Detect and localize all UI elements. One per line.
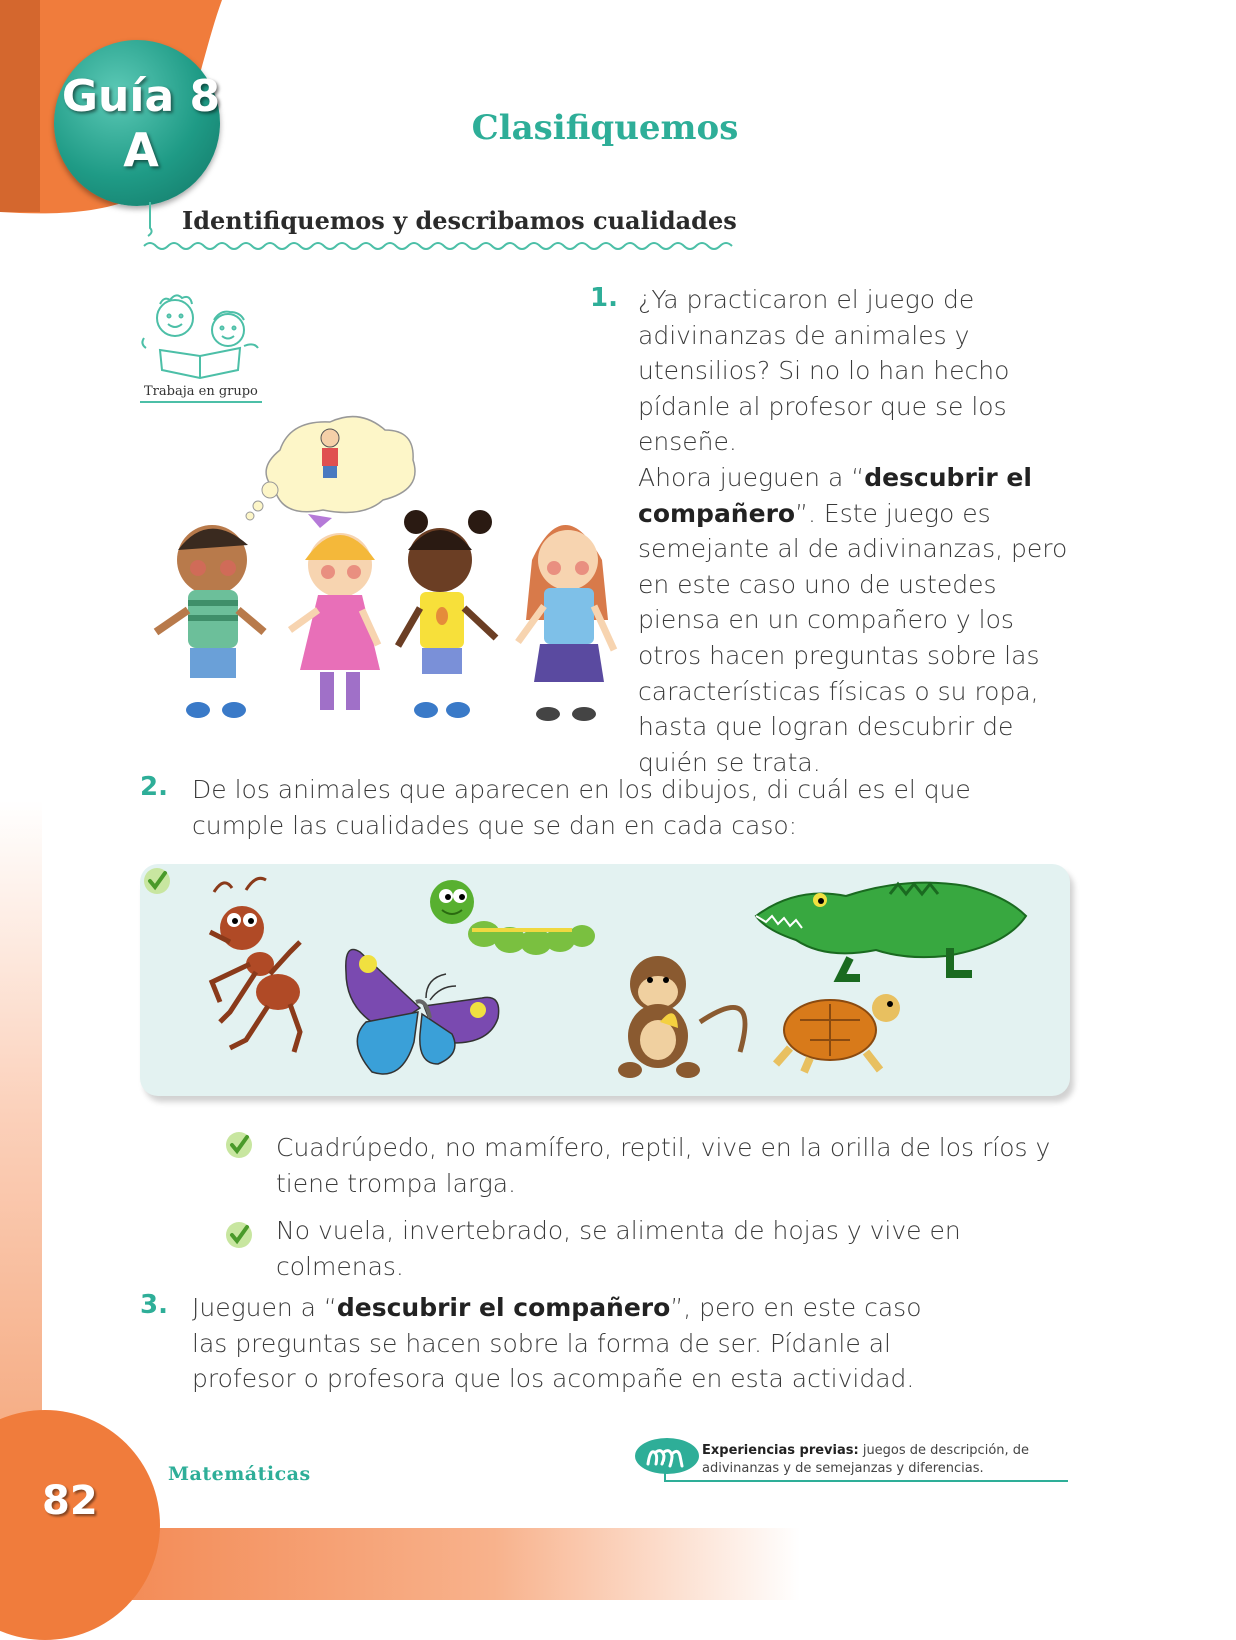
game-name-bold: descubrir el compañero xyxy=(336,1293,671,1322)
ant-icon xyxy=(210,878,300,1052)
prev-experiences-underline xyxy=(664,1480,1068,1482)
girl-yellow-shirt-figure xyxy=(398,510,496,718)
prev-experiences-divider xyxy=(664,1462,666,1482)
girl-blue-shirt-figure xyxy=(518,525,614,721)
thought-bubble xyxy=(246,417,415,520)
group-work-label: Trabaja en grupo xyxy=(144,384,258,399)
group-work-underline xyxy=(140,401,262,403)
group-work-icon xyxy=(140,290,265,385)
guide-letter: A xyxy=(123,123,159,177)
monkey-icon xyxy=(618,956,745,1078)
girl-pink-dress-figure xyxy=(290,514,380,710)
question-2-number: 2. xyxy=(140,772,168,802)
question-1-text: ¿Ya practicaron el juego de adivinanzas de animales y utensilios? Si no lo han hecho pídanle al profesor que se los enseñe. xyxy=(638,285,1010,457)
check-icon xyxy=(142,866,172,896)
game-name-bold: descubrir el compañero xyxy=(638,463,1032,528)
guide-number: Guía 8 xyxy=(61,71,221,122)
caterpillar-icon xyxy=(430,880,595,955)
check-icon xyxy=(224,1130,254,1160)
bottom-edge-gradient xyxy=(120,1528,800,1600)
question-3-number: 3. xyxy=(140,1290,168,1320)
question-1-number: 1. xyxy=(590,283,618,313)
animals-illustration xyxy=(190,872,1050,1090)
question-1-game-description: Ahora jueguen a “descubrir el compañero”. Este juego es semejante al de adivinanzas, pero en este caso uno de ustedes piensa en un compañero y los otros hacen preguntas sobre las características físicas o su ropa, hasta que logran descubrir de quién se trata. xyxy=(638,463,1068,777)
check-icon xyxy=(224,1220,254,1250)
m-logo-icon xyxy=(634,1436,700,1476)
orange-corner-bottom xyxy=(0,1410,160,1640)
children-illustration xyxy=(140,410,620,740)
question-2-text: De los animales que aparecen en los dibujos, di cuál es el que cumple las cualidades que se dan en cada caso: xyxy=(192,775,971,840)
boy-figure xyxy=(156,525,264,718)
subject-label: Matemáticas xyxy=(168,1463,311,1485)
page-title: Clasifiquemos xyxy=(471,108,739,148)
butterfly-icon xyxy=(346,950,499,1075)
previous-experiences-note: Experiencias previas: juegos de descripción, de adivinanzas y de semejanzas y diferencias. xyxy=(702,1443,1030,1476)
crocodile-icon xyxy=(756,883,1026,978)
question-3-text: Jueguen a “descubrir el compañero”, pero en este caso las preguntas se hacen sobre la forma de ser. Pídanle al profesor o profesora que los acompañe en esta actividad. xyxy=(192,1293,922,1394)
section-subtitle: Identifiquemos y describamos cualidades xyxy=(182,206,737,235)
clue-2-text: No vuela, invertebrado, se alimenta de hojas y vive en colmenas. xyxy=(276,1216,961,1281)
turtle-icon xyxy=(776,994,900,1072)
previous-experiences-label: Experiencias previas: xyxy=(702,1443,859,1458)
clue-1-text: Cuadrúpedo, no mamífero, reptil, vive en la orilla de los ríos y tiene trompa larga. xyxy=(276,1133,1051,1198)
page-number: 82 xyxy=(42,1478,98,1524)
